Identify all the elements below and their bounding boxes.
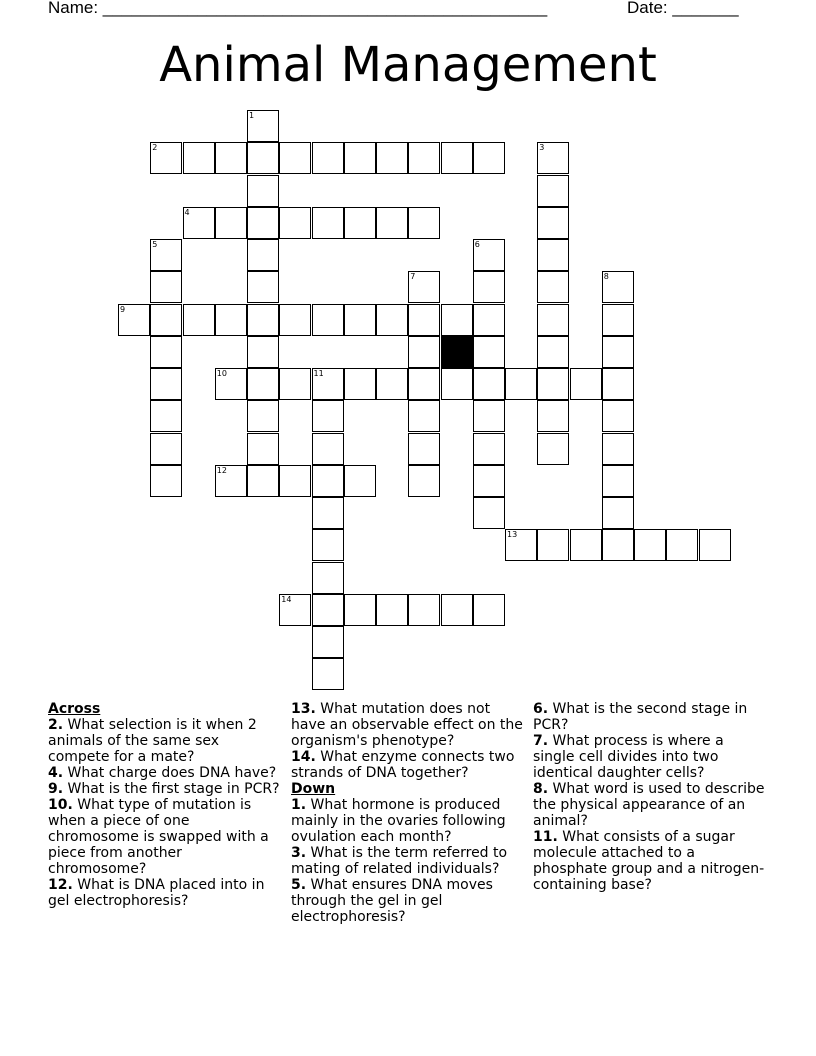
clue-text: What hormone is produced mainly in the ovaries following ovulation each month?: [291, 797, 506, 845]
crossword-cell[interactable]: [312, 368, 344, 400]
clue-number: 11.: [533, 829, 558, 845]
crossword-cell[interactable]: [312, 304, 344, 336]
crossword-cell[interactable]: [408, 400, 440, 432]
crossword-cell[interactable]: [279, 142, 311, 174]
crossword-cell[interactable]: [634, 529, 666, 561]
crossword-cell[interactable]: [602, 400, 634, 432]
clue-text: What enzyme connects two strands of DNA together?: [291, 749, 515, 781]
crossword-cell[interactable]: [344, 142, 376, 174]
crossword-cell[interactable]: [150, 400, 182, 432]
clue-number-label: 3: [539, 143, 545, 153]
crossword-cell[interactable]: [279, 465, 311, 497]
clue-number: 9.: [48, 781, 64, 797]
clue-number: 14.: [291, 749, 316, 765]
down-clue: [291, 877, 523, 925]
clue-text: What process is where a single cell divides into two identical daughter cells?: [533, 733, 724, 781]
crossword-cell[interactable]: [183, 207, 215, 239]
crossword-cell[interactable]: [344, 368, 376, 400]
crossword-cell[interactable]: [408, 368, 440, 400]
crossword-cell[interactable]: [312, 529, 344, 561]
crossword-cell[interactable]: [602, 304, 634, 336]
crossword-cell[interactable]: [312, 207, 344, 239]
crossword-cell[interactable]: [312, 465, 344, 497]
down-heading: Down: [291, 781, 336, 797]
clues-column-2: [291, 701, 523, 925]
crossword-cell[interactable]: [279, 207, 311, 239]
down-clue: [533, 781, 765, 829]
crossword-cell[interactable]: [473, 497, 505, 529]
crossword-cell[interactable]: [408, 207, 440, 239]
crossword-cell[interactable]: [537, 271, 569, 303]
crossword-block: [441, 336, 473, 368]
crossword-cell[interactable]: [312, 626, 344, 658]
crossword-cell[interactable]: [247, 465, 279, 497]
crossword-cell[interactable]: [408, 142, 440, 174]
crossword-cell[interactable]: [408, 433, 440, 465]
crossword-cell[interactable]: [408, 336, 440, 368]
clue-number-label: 10: [216, 369, 227, 378]
crossword-cell[interactable]: [150, 433, 182, 465]
crossword-cell[interactable]: [602, 368, 634, 400]
crossword-cell[interactable]: [473, 433, 505, 465]
crossword-cell[interactable]: [150, 336, 182, 368]
crossword-cell[interactable]: [570, 529, 602, 561]
crossword-cell[interactable]: [441, 304, 473, 336]
crossword-cell[interactable]: [473, 465, 505, 497]
crossword-cell[interactable]: [537, 400, 569, 432]
crossword-cell[interactable]: [247, 239, 279, 271]
crossword-cell[interactable]: [312, 497, 344, 529]
across-clue: [291, 701, 523, 749]
crossword-cell[interactable]: [441, 142, 473, 174]
crossword-cell[interactable]: [312, 400, 344, 432]
crossword-cell[interactable]: [344, 304, 376, 336]
across-clue: [48, 781, 280, 797]
crossword-cell[interactable]: [247, 400, 279, 432]
page-title: Animal Management: [159, 37, 657, 93]
crossword-cell[interactable]: [118, 304, 150, 336]
clue-text: What mutation does not have an observable effect on the organism's phenotype?: [291, 701, 523, 749]
crossword-cell[interactable]: [247, 207, 279, 239]
crossword-cell[interactable]: [344, 465, 376, 497]
crossword-cell[interactable]: [215, 207, 247, 239]
down-clue: [291, 845, 523, 877]
clue-text: What selection is it when 2 animals of the same sex compete for a mate?: [48, 717, 257, 765]
crossword-cell[interactable]: [505, 529, 537, 561]
clue-text: What type of mutation is when a piece of one chromosome is swapped with a piece from another chromosome?: [48, 797, 269, 877]
crossword-cell[interactable]: [408, 465, 440, 497]
crossword-cell[interactable]: [441, 368, 473, 400]
clue-number-label: 6: [474, 240, 480, 249]
crossword-cell[interactable]: [247, 368, 279, 400]
crossword-cell[interactable]: [344, 207, 376, 239]
crossword-cell[interactable]: [247, 336, 279, 368]
clue-text: What ensures DNA moves through the gel in gel electrophoresis?: [291, 877, 493, 925]
across-clue: [48, 765, 280, 781]
clue-number: 1.: [291, 797, 307, 813]
crossword-cell[interactable]: [150, 142, 182, 174]
crossword-cell[interactable]: [537, 304, 569, 336]
across-clue: [48, 877, 280, 909]
crossword-cell[interactable]: [183, 304, 215, 336]
across-heading: Across: [48, 701, 101, 717]
clue-text: What word is used to describe the physical appearance of an animal?: [533, 781, 765, 829]
clue-text: What is the first stage in PCR?: [67, 781, 280, 797]
crossword-cell[interactable]: [537, 336, 569, 368]
clues-column-3: [533, 701, 765, 893]
clue-text: What is the second stage in PCR?: [533, 701, 748, 733]
crossword-cell[interactable]: [215, 142, 247, 174]
crossword-cell[interactable]: [247, 175, 279, 207]
clue-number-label: 4: [184, 207, 190, 217]
clue-number: 7.: [533, 733, 549, 749]
clue-number-label: 7: [410, 272, 416, 282]
crossword-cell[interactable]: [150, 465, 182, 497]
crossword-cell[interactable]: [247, 271, 279, 303]
crossword-cell[interactable]: [279, 368, 311, 400]
crossword-cell[interactable]: [473, 142, 505, 174]
crossword-cell[interactable]: [376, 304, 408, 336]
across-clue: [48, 717, 280, 765]
crossword-cell[interactable]: [602, 497, 634, 529]
crossword-cell[interactable]: [312, 594, 344, 626]
crossword-cell[interactable]: [150, 239, 182, 271]
crossword-cell[interactable]: [312, 433, 344, 465]
crossword-cell[interactable]: [247, 110, 279, 142]
crossword-cell[interactable]: [247, 304, 279, 336]
clue-number: 3.: [291, 845, 307, 861]
clue-number-label: 9: [120, 304, 126, 314]
crossword-cell[interactable]: [215, 368, 247, 400]
crossword-cell[interactable]: [312, 142, 344, 174]
across-clue: [48, 797, 280, 877]
crossword-cell[interactable]: [408, 304, 440, 336]
crossword-cell[interactable]: [602, 271, 634, 303]
crossword-cell[interactable]: [537, 207, 569, 239]
clue-number-label: 1: [249, 111, 255, 120]
crossword-cell[interactable]: [408, 271, 440, 303]
clue-number-label: 13: [507, 530, 518, 540]
clue-number-label: 11: [313, 369, 324, 378]
crossword-cell[interactable]: [247, 433, 279, 465]
crossword-cell[interactable]: [537, 142, 569, 174]
down-clue: [291, 797, 523, 845]
date-field: Date: _______: [627, 0, 739, 17]
crossword-cell[interactable]: [279, 594, 311, 626]
down-clue: [533, 733, 765, 781]
clue-text: What is DNA placed into in gel electrophoresis?: [48, 877, 265, 909]
clue-number: 12.: [48, 877, 73, 893]
crossword-cell[interactable]: [247, 142, 279, 174]
crossword-cell[interactable]: [602, 529, 634, 561]
crossword-cell[interactable]: [699, 529, 731, 561]
crossword-cell[interactable]: [408, 594, 440, 626]
crossword-cell[interactable]: [312, 562, 344, 594]
clue-text: What charge does DNA have?: [67, 765, 277, 781]
crossword-cell[interactable]: [150, 304, 182, 336]
crossword-cell[interactable]: [666, 529, 698, 561]
crossword-cell[interactable]: [473, 594, 505, 626]
crossword-cell[interactable]: [602, 465, 634, 497]
clue-number-label: 5: [152, 240, 158, 249]
clue-text: What is the term referred to mating of related individuals?: [291, 845, 508, 877]
crossword-cell[interactable]: [570, 368, 602, 400]
down-clue: [533, 829, 765, 893]
crossword-cell[interactable]: [279, 304, 311, 336]
crossword-cell[interactable]: [150, 368, 182, 400]
crossword-cell[interactable]: [376, 594, 408, 626]
clue-number: 10.: [48, 797, 73, 813]
clue-text: What consists of a sugar molecule attached to a phosphate group and a nitrogen-containing base?: [533, 829, 765, 893]
crossword-cell[interactable]: [441, 594, 473, 626]
crossword-cell[interactable]: [312, 658, 344, 690]
crossword-cell[interactable]: [473, 304, 505, 336]
across-clue: [291, 749, 523, 781]
crossword-cell[interactable]: [602, 336, 634, 368]
crossword-cell[interactable]: [537, 239, 569, 271]
crossword-cell[interactable]: [537, 175, 569, 207]
clue-number-label: 8: [603, 272, 609, 282]
crossword-cell[interactable]: [183, 142, 215, 174]
down-clue: [533, 701, 765, 733]
crossword-cell[interactable]: [505, 368, 537, 400]
clue-number-label: 14: [281, 594, 292, 604]
crossword-cell[interactable]: [376, 142, 408, 174]
crossword-cell[interactable]: [215, 465, 247, 497]
clue-number: 2.: [48, 717, 64, 733]
clues-column-1: [48, 701, 280, 909]
crossword-cell[interactable]: [473, 336, 505, 368]
crossword-cell[interactable]: [344, 594, 376, 626]
clue-number: 4.: [48, 765, 64, 781]
crossword-cell[interactable]: [537, 368, 569, 400]
clue-number-label: 12: [216, 465, 227, 475]
crossword-cell[interactable]: [473, 400, 505, 432]
crossword-cell[interactable]: [473, 271, 505, 303]
clue-number: 13.: [291, 701, 316, 717]
clue-number-label: 2: [152, 143, 158, 153]
crossword-cell[interactable]: [376, 207, 408, 239]
crossword-cell[interactable]: [150, 271, 182, 303]
crossword-cell[interactable]: [473, 239, 505, 271]
name-field: Name: _______________________________________________: [48, 0, 548, 17]
clue-number: 6.: [533, 701, 549, 717]
crossword-cell[interactable]: [602, 433, 634, 465]
crossword-cell[interactable]: [215, 304, 247, 336]
clue-number: 8.: [533, 781, 549, 797]
clue-number: 5.: [291, 877, 307, 893]
crossword-cell[interactable]: [537, 529, 569, 561]
crossword-cell[interactable]: [473, 368, 505, 400]
crossword-cell[interactable]: [537, 433, 569, 465]
crossword-cell[interactable]: [376, 368, 408, 400]
